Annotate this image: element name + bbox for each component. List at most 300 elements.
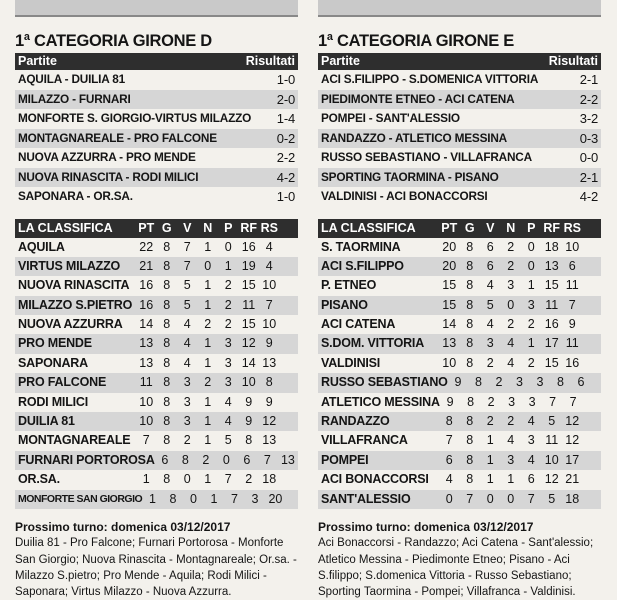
stat-cell: 7 — [569, 394, 577, 409]
stat-cell: 11 — [545, 433, 559, 448]
stat-cell: 12 — [544, 472, 559, 487]
next-round-fixtures: Duilia 81 - Pro Falcone; Furnari Portorosa - Monforte San Giorgio; Nuova Rinascita - Montagnareale; Or.sa. - Milazzo S.pietro; Pro Mende - Aquila; Rodi Milici - Saponara; Virtus Milazzo - Nuova Azzurra. — [15, 537, 297, 599]
stat-cell: 10 — [139, 394, 154, 409]
stat-cell: 8 — [466, 239, 474, 254]
match-result: 2-0 — [276, 91, 295, 107]
stat-cell: 9 — [245, 414, 253, 429]
stat-cell: 8 — [163, 336, 171, 351]
stat-cell: 2 — [495, 375, 503, 390]
girone-e-column — [318, 0, 601, 600]
standings-row — [318, 276, 601, 295]
stat-cell: 2 — [224, 278, 232, 293]
standings-header — [318, 219, 601, 238]
stat-cell: 8 — [163, 278, 171, 293]
team-name: ACI CATENA — [321, 317, 396, 332]
stat-cell: 3 — [527, 433, 535, 448]
stat-cell: 8 — [163, 239, 171, 254]
stat-cell: 10 — [565, 239, 580, 254]
standings-row — [318, 315, 601, 334]
team-name: VILLAFRANCA — [321, 433, 408, 448]
standings-row — [318, 354, 601, 373]
standings-row — [15, 412, 298, 431]
stat-cell: 0 — [507, 491, 515, 506]
standings-col-header: RS — [260, 220, 278, 235]
matches-list — [318, 70, 601, 207]
match-row — [318, 90, 601, 110]
match-result: 0-2 — [276, 130, 295, 146]
standings-row — [318, 257, 601, 276]
section-title: 1ª CATEGORIA GIRONE D — [15, 32, 212, 50]
match-teams: SPORTING TAORMINA - PISANO — [321, 169, 499, 184]
stat-cell: 1 — [224, 258, 232, 273]
standings-row — [15, 490, 298, 509]
standings-row — [15, 451, 298, 470]
match-teams: VALDINISI - ACI BONACCORSI — [321, 189, 488, 203]
stat-cell: 3 — [508, 394, 516, 409]
stat-cell: 14 — [241, 355, 256, 370]
stat-cell: 22 — [139, 239, 154, 254]
stat-cell: 9 — [454, 375, 462, 390]
match-row — [318, 168, 601, 188]
stat-cell: 15 — [544, 278, 559, 293]
stat-cell: 11 — [242, 297, 256, 312]
match-teams: NUOVA AZZURRA - PRO MENDE — [18, 150, 196, 164]
stat-cell: 7 — [230, 491, 238, 506]
match-teams: MONFORTE S. GIORGIO-VIRTUS MILAZZO — [18, 111, 252, 125]
standings-col-header: V — [183, 220, 192, 235]
match-teams: RUSSO SEBASTIANO - VILLAFRANCA — [321, 150, 532, 164]
stat-cell: 3 — [224, 375, 232, 390]
team-name: NUOVA AZZURRA — [18, 317, 123, 332]
standings-col-header: PT — [441, 220, 458, 235]
stat-cell: 4 — [183, 355, 191, 370]
match-result: 2-1 — [579, 72, 598, 87]
standings-row — [318, 393, 601, 412]
stat-cell: 8 — [445, 414, 453, 429]
stat-cell: 3 — [527, 297, 535, 312]
stat-cell: 1 — [486, 472, 494, 487]
stat-cell: 3 — [528, 394, 536, 409]
stat-cell: 0 — [445, 491, 453, 506]
standings-row — [318, 451, 601, 470]
stat-cell: 1 — [527, 278, 535, 293]
stat-cell: 16 — [139, 297, 154, 312]
standings-row — [15, 393, 298, 412]
stat-cell: 16 — [139, 278, 154, 293]
stat-cell: 2 — [507, 239, 515, 254]
stat-cell: 0 — [527, 258, 535, 273]
team-name: DUILIA 81 — [18, 414, 75, 429]
team-name: FURNARI PORTOROSA — [18, 452, 155, 467]
stat-cell: 0 — [222, 452, 230, 467]
stat-cell: 0 — [224, 239, 232, 254]
stat-cell: 12 — [262, 414, 277, 429]
match-result: 4-2 — [276, 169, 295, 185]
next-round-title: Prossimo turno: domenica 03/12/2017 — [15, 519, 231, 534]
matches-header-label: Partite — [321, 54, 360, 68]
stat-cell: 2 — [487, 394, 495, 409]
standings-title: LA CLASSIFICA — [18, 220, 113, 235]
standings-row — [318, 431, 601, 450]
stat-cell: 8 — [466, 414, 474, 429]
stat-cell: 0 — [527, 239, 535, 254]
stat-cell: 19 — [241, 258, 256, 273]
stat-cell: 8 — [163, 472, 171, 487]
standings-col-header: G — [464, 220, 475, 235]
stat-cell: 1 — [507, 472, 515, 487]
stat-cell: 7 — [265, 297, 273, 312]
match-row — [15, 187, 298, 207]
section-title: 1ª CATEGORIA GIRONE E — [318, 32, 514, 50]
standings-row — [15, 431, 298, 450]
standings-row — [318, 238, 601, 257]
stat-cell: 2 — [204, 317, 212, 332]
stat-cell: 5 — [183, 278, 191, 293]
standings-row — [15, 238, 298, 257]
stat-cell: 4 — [507, 355, 515, 370]
stat-cell: 3 — [183, 375, 191, 390]
match-teams: AQUILA - DUILIA 81 — [18, 72, 125, 86]
stat-cell: 8 — [163, 375, 171, 390]
team-name: ATLETICO MESSINA — [321, 394, 440, 409]
stat-cell: 6 — [527, 472, 535, 487]
match-teams: MONTAGNAREALE - PRO FALCONE — [18, 130, 217, 145]
stat-cell: 7 — [224, 472, 232, 487]
standings-col-header: RS — [563, 220, 581, 235]
team-name: RANDAZZO — [321, 414, 390, 429]
stat-cell: 4 — [507, 336, 515, 351]
next-round-fixtures: Aci Bonaccorsi - Randazzo; Aci Catena - Sant'alessio; Atletico Messina - Piedimonte Etneo; Pisano - Aci S.filippo; S.domenica Vittoria - Russo Sebastiano; Sporting Taormina - Pompei; Villafranca - Valdinisi. — [318, 537, 594, 599]
stat-cell: 14 — [442, 317, 457, 332]
stat-cell: 10 — [139, 414, 154, 429]
team-name: VALDINISI — [321, 355, 381, 370]
standings-row — [318, 412, 601, 431]
standings-row — [318, 373, 601, 392]
stat-cell: 17 — [565, 452, 580, 467]
stat-cell: 3 — [507, 452, 515, 467]
standings-col-header: P — [224, 220, 233, 235]
match-row — [318, 70, 601, 90]
results-header — [15, 53, 298, 70]
team-name: S. TAORMINA — [321, 239, 401, 254]
stat-cell: 8 — [163, 297, 171, 312]
stat-cell: 18 — [565, 491, 580, 506]
stat-cell: 15 — [442, 297, 457, 312]
standings-row — [15, 276, 298, 295]
stat-cell: 3 — [486, 336, 494, 351]
stat-cell: 13 — [544, 258, 559, 273]
stat-cell: 12 — [565, 433, 580, 448]
stat-cell: 8 — [163, 394, 171, 409]
standings-title: LA CLASSIFICA — [321, 220, 416, 235]
stat-cell: 1 — [204, 239, 212, 254]
stat-cell: 0 — [204, 258, 212, 273]
stat-cell: 8 — [163, 433, 171, 448]
stat-cell: 1 — [204, 355, 212, 370]
stat-cell: 1 — [204, 336, 212, 351]
stat-cell: 2 — [507, 317, 515, 332]
standings-row — [15, 296, 298, 315]
stat-cell: 2 — [224, 317, 232, 332]
stat-cell: 14 — [139, 317, 154, 332]
stat-cell: 8 — [556, 375, 564, 390]
matches-header-label: Partite — [18, 54, 57, 68]
team-name: OR.SA. — [18, 472, 60, 487]
stat-cell: 3 — [224, 336, 232, 351]
stat-cell: 5 — [548, 491, 556, 506]
stat-cell: 11 — [565, 278, 579, 293]
stat-cell: 8 — [466, 278, 474, 293]
match-result: 1-0 — [276, 72, 295, 87]
match-teams: ACI S.FILIPPO - S.DOMENICA VITTORIA — [321, 72, 539, 86]
stat-cell: 1 — [210, 491, 218, 506]
stat-cell: 2 — [204, 375, 212, 390]
stat-cell: 7 — [568, 297, 576, 312]
match-row — [318, 109, 601, 129]
stat-cell: 8 — [467, 394, 475, 409]
stat-cell: 1 — [204, 414, 212, 429]
match-row — [15, 168, 298, 188]
standings-row — [15, 257, 298, 276]
stat-cell: 7 — [466, 491, 474, 506]
stat-cell: 4 — [486, 278, 494, 293]
stat-cell: 3 — [507, 278, 515, 293]
team-name: SANT'ALESSIO — [321, 491, 411, 506]
stat-cell: 7 — [183, 239, 191, 254]
stat-cell: 7 — [142, 433, 150, 448]
stat-cell: 4 — [265, 258, 273, 273]
stat-cell: 18 — [262, 472, 277, 487]
spacer — [318, 207, 601, 219]
next-round-title: Prossimo turno: domenica 03/12/2017 — [318, 519, 534, 534]
stat-cell: 5 — [548, 414, 556, 429]
stat-cell: 8 — [466, 433, 474, 448]
standings-col-header: P — [527, 220, 536, 235]
stat-cell: 1 — [204, 433, 212, 448]
stat-cell: 5 — [183, 297, 191, 312]
match-teams: MILAZZO - FURNARI — [18, 91, 131, 106]
team-name: MONTAGNAREALE — [18, 433, 131, 448]
stat-cell: 13 — [442, 336, 457, 351]
stat-cell: 4 — [507, 433, 515, 448]
stat-cell: 8 — [245, 433, 253, 448]
team-name: ACI S.FILIPPO — [321, 258, 404, 273]
stat-cell: 1 — [486, 452, 494, 467]
team-name: SAPONARA — [18, 355, 88, 370]
stat-cell: 8 — [466, 317, 474, 332]
stat-cell: 13 — [262, 433, 277, 448]
stat-cell: 2 — [527, 355, 535, 370]
stat-cell: 11 — [139, 375, 153, 390]
match-teams: NUOVA RINASCITA - RODI MILICI — [18, 169, 199, 184]
team-name: NUOVA RINASCITA — [18, 278, 130, 293]
team-name: PISANO — [321, 297, 368, 312]
stat-cell: 15 — [442, 278, 457, 293]
stat-cell: 10 — [442, 355, 457, 370]
results-header-label: Risultati — [245, 54, 295, 68]
stat-cell: 4 — [527, 414, 535, 429]
next-round — [15, 519, 298, 600]
stat-cell: 0 — [183, 472, 191, 487]
stat-cell: 1 — [148, 491, 156, 506]
stat-cell: 1 — [527, 336, 535, 351]
team-name: PRO MENDE — [18, 336, 92, 351]
stat-cell: 3 — [536, 375, 544, 390]
stat-cell: 18 — [544, 239, 559, 254]
stat-cell: 1 — [204, 472, 212, 487]
stat-cell: 8 — [466, 336, 474, 351]
stat-cell: 10 — [544, 452, 559, 467]
stat-cell: 20 — [268, 491, 283, 506]
stat-cell: 1 — [204, 297, 212, 312]
match-result: 4-2 — [579, 189, 598, 204]
match-result: 1-0 — [276, 189, 295, 204]
results-header-label: Risultati — [548, 54, 598, 68]
stat-cell: 8 — [169, 491, 177, 506]
stat-cell: 4 — [527, 452, 535, 467]
stat-cell: 8 — [466, 355, 474, 370]
stat-cell: 6 — [486, 258, 494, 273]
match-result: 2-2 — [579, 91, 598, 107]
stat-cell: 1 — [142, 472, 150, 487]
stat-cell: 16 — [565, 355, 580, 370]
stat-cell: 5 — [486, 297, 494, 312]
stat-cell: 2 — [507, 258, 515, 273]
team-name: VIRTUS MILAZZO — [18, 258, 121, 273]
standings-row — [15, 373, 298, 392]
team-name: ACI BONACCORSI — [321, 472, 429, 487]
stat-cell: 1 — [204, 278, 212, 293]
standings-row — [15, 315, 298, 334]
stat-cell: 6 — [568, 258, 576, 273]
stat-cell: 21 — [139, 258, 154, 273]
standings-row — [15, 354, 298, 373]
match-result: 1-4 — [276, 111, 295, 126]
girone-d-column — [15, 0, 298, 600]
stat-cell: 15 — [241, 317, 256, 332]
stat-cell: 13 — [262, 355, 277, 370]
match-teams: POMPEI - SANT'ALESSIO — [321, 111, 460, 125]
standings-row — [318, 334, 601, 353]
team-name: POMPEI — [321, 452, 369, 467]
stat-cell: 6 — [161, 452, 169, 467]
stat-cell: 2 — [183, 433, 191, 448]
stat-cell: 13 — [139, 355, 154, 370]
stat-cell: 4 — [224, 414, 232, 429]
stat-cell: 2 — [486, 414, 494, 429]
stat-cell: 9 — [265, 336, 273, 351]
top-bar — [15, 0, 298, 17]
stat-cell: 7 — [183, 258, 191, 273]
stat-cell: 4 — [183, 317, 191, 332]
stat-cell: 1 — [204, 394, 212, 409]
stat-cell: 8 — [163, 317, 171, 332]
standings-row — [15, 334, 298, 353]
top-bar — [318, 0, 601, 17]
match-row — [15, 109, 298, 129]
stat-cell: 9 — [568, 317, 576, 332]
match-row — [318, 129, 601, 149]
stat-cell: 15 — [544, 355, 559, 370]
match-result: 0-0 — [579, 150, 598, 165]
stat-cell: 9 — [245, 394, 253, 409]
stat-cell: 2 — [527, 317, 535, 332]
standings-col-header: RF — [543, 220, 561, 235]
match-row — [15, 90, 298, 110]
stat-cell: 8 — [163, 258, 171, 273]
team-name: PRO FALCONE — [18, 375, 107, 390]
stat-cell: 7 — [527, 491, 535, 506]
stat-cell: 2 — [224, 297, 232, 312]
stat-cell: 16 — [241, 239, 256, 254]
team-name: RUSSO SEBASTIANO — [321, 375, 448, 390]
stat-cell: 3 — [183, 414, 191, 429]
stat-cell: 4 — [265, 239, 273, 254]
stat-cell: 0 — [486, 491, 494, 506]
match-row — [318, 148, 601, 168]
stat-cell: 7 — [549, 394, 557, 409]
match-row — [15, 148, 298, 168]
stat-cell: 0 — [189, 491, 197, 506]
stat-cell: 6 — [243, 452, 251, 467]
stat-cell: 6 — [577, 375, 585, 390]
team-name: AQUILA — [18, 239, 65, 254]
match-teams: SAPONARA - OR.SA. — [18, 189, 133, 203]
stat-cell: 21 — [565, 472, 580, 487]
standings-row — [318, 296, 601, 315]
standings-col-header: N — [203, 220, 213, 235]
stat-cell: 16 — [544, 317, 559, 332]
stat-cell: 8 — [474, 375, 482, 390]
match-result: 2-2 — [276, 150, 295, 165]
matches-list — [15, 70, 298, 207]
stat-cell: 12 — [241, 336, 256, 351]
stat-cell: 13 — [280, 452, 295, 467]
stat-cell: 7 — [445, 433, 453, 448]
match-result: 0-3 — [579, 130, 598, 146]
match-teams: PIEDIMONTE ETNEO - ACI CATENA — [321, 91, 515, 106]
match-result: 2-1 — [579, 169, 598, 185]
stat-cell: 7 — [263, 452, 271, 467]
stat-cell: 13 — [139, 336, 154, 351]
stat-cell: 6 — [445, 452, 453, 467]
stat-cell: 10 — [241, 375, 256, 390]
stat-cell: 4 — [486, 317, 494, 332]
stat-cell: 2 — [507, 414, 515, 429]
stat-cell: 2 — [245, 472, 253, 487]
stat-cell: 3 — [515, 375, 523, 390]
stat-cell: 9 — [446, 394, 454, 409]
match-row — [318, 187, 601, 207]
stat-cell: 12 — [565, 414, 580, 429]
match-row — [15, 129, 298, 149]
stat-cell: 8 — [466, 452, 474, 467]
match-result: 3-2 — [579, 111, 598, 126]
stat-cell: 8 — [265, 375, 273, 390]
standings-row — [318, 490, 601, 509]
stat-cell: 9 — [265, 394, 273, 409]
standings-row — [15, 470, 298, 489]
standings-col-header: PT — [138, 220, 155, 235]
spacer — [15, 207, 298, 219]
stat-cell: 1 — [486, 433, 494, 448]
stat-cell: 8 — [466, 297, 474, 312]
stat-cell: 5 — [224, 433, 232, 448]
stat-cell: 8 — [181, 452, 189, 467]
match-teams: RANDAZZO - ATLETICO MESSINA — [321, 130, 507, 145]
standings-table — [318, 238, 601, 509]
standings-col-header: RF — [240, 220, 258, 235]
